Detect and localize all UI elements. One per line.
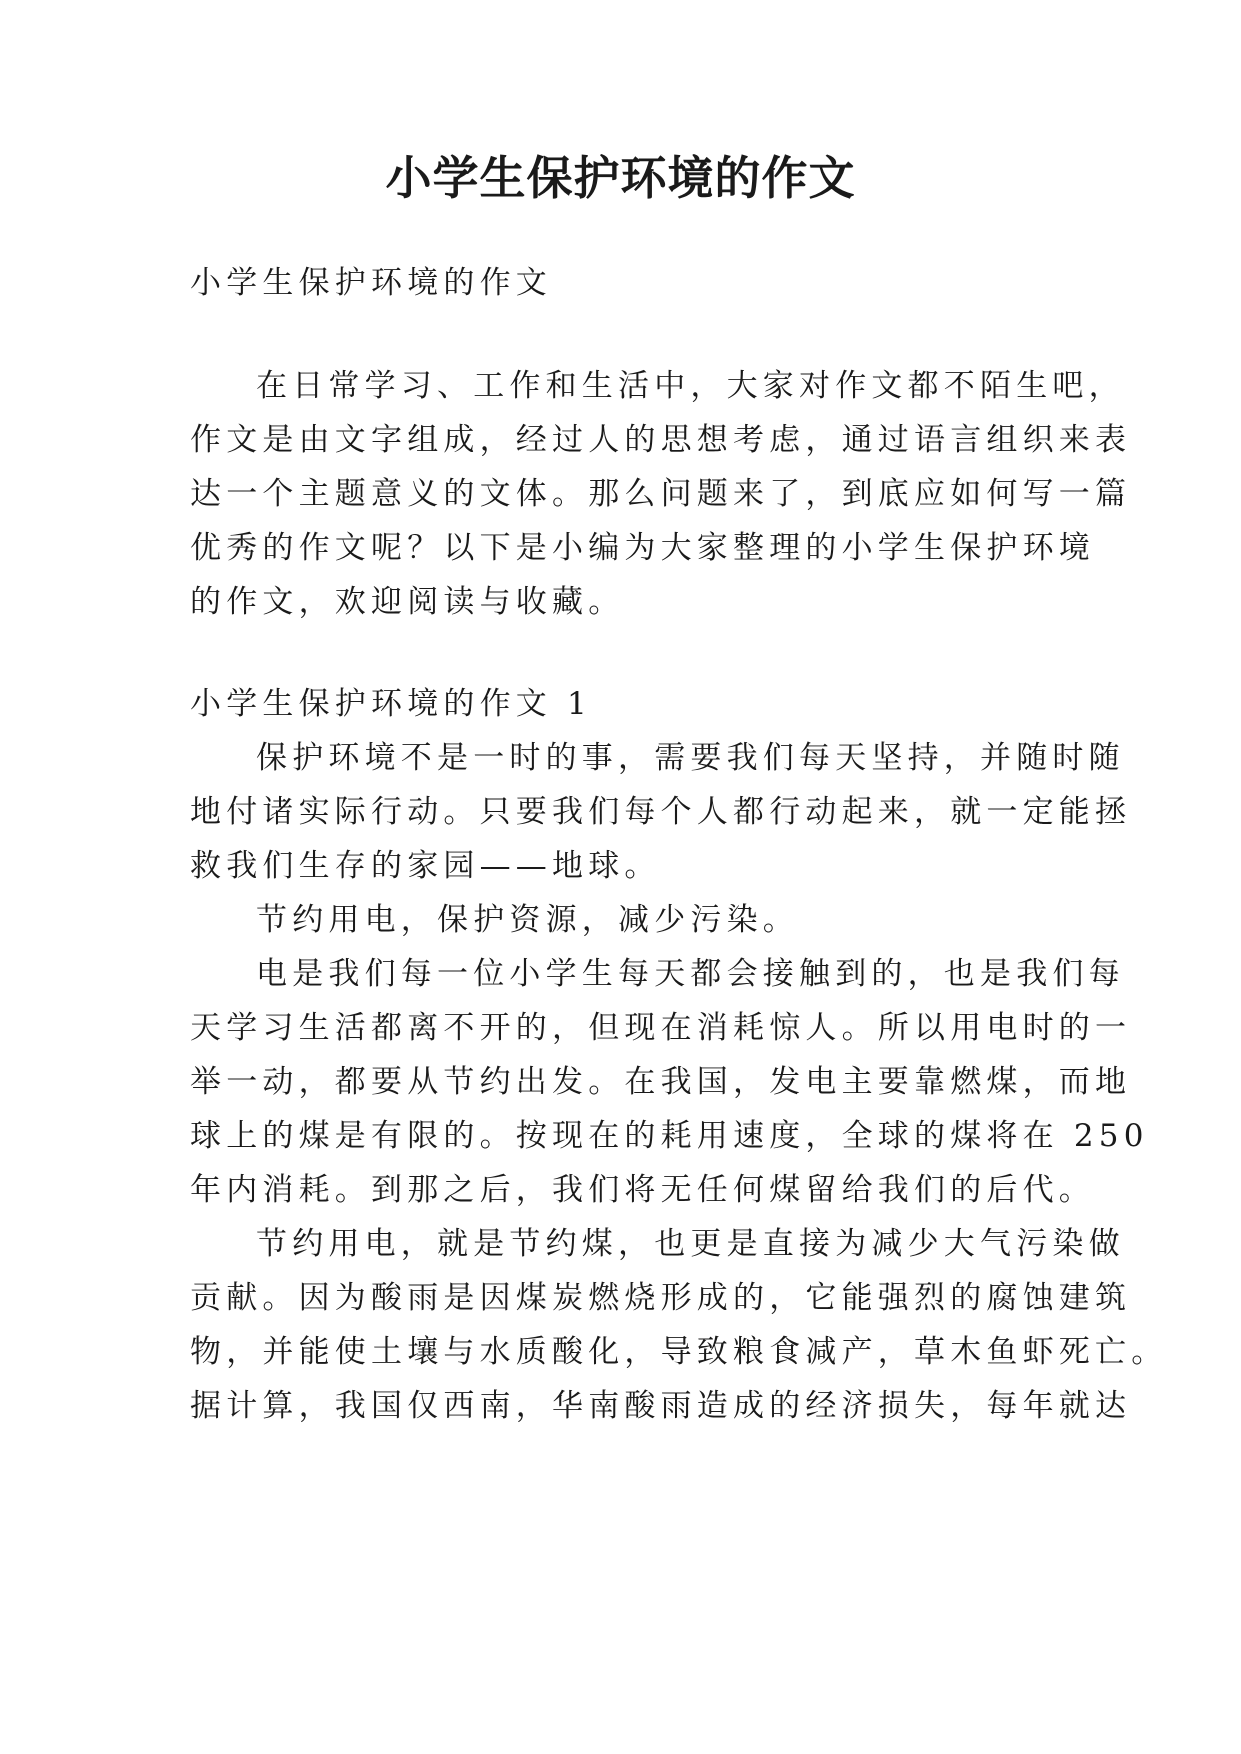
paragraph-line: 天学习生活都离不开的，但现在消耗惊人。所以用电时的一 <box>190 1010 1132 1046</box>
paragraph-line: 据计算，我国仅西南，华南酸雨造成的经济损失，每年就达 <box>190 1388 1132 1424</box>
paragraph-line: 举一动，都要从节约出发。在我国，发电主要靠燃煤，而地 <box>190 1064 1132 1100</box>
paragraph-line: 物，并能使土壤与水质酸化，导致粮食减产，草木鱼虾死亡。 <box>190 1334 1168 1370</box>
document-subtitle: 小学生保护环境的作文 <box>190 265 552 301</box>
paragraph-line: 保护环境不是一时的事，需要我们每天坚持，并随时随 <box>256 740 1125 776</box>
section-heading: 小学生保护环境的作文 1 <box>190 686 592 722</box>
paragraph-line: 球上的煤是有限的。按现在的耗用速度，全球的煤将在 250 <box>190 1118 1149 1154</box>
paragraph-line: 节约用电，就是节约煤，也更是直接为减少大气污染做 <box>256 1226 1125 1262</box>
paragraph-line: 地付诸实际行动。只要我们每个人都行动起来，就一定能拯 <box>190 794 1132 830</box>
intro-line: 的作文，欢迎阅读与收藏。 <box>190 584 625 620</box>
paragraph-line: 年内消耗。到那之后，我们将无任何煤留给我们的后代。 <box>190 1172 1095 1208</box>
intro-line: 达一个主题意义的文体。那么问题来了，到底应如何写一篇 <box>190 476 1132 512</box>
document-title: 小学生保护环境的作文 <box>385 151 856 205</box>
paragraph-line: 节约用电，保护资源，减少污染。 <box>256 902 799 938</box>
paragraph-line: 救我们生存的家园——地球。 <box>190 848 661 884</box>
intro-line: 作文是由文字组成，经过人的思想考虑，通过语言组织来表 <box>190 422 1132 458</box>
paragraph-line: 贡献。因为酸雨是因煤炭燃烧形成的，它能强烈的腐蚀建筑 <box>190 1280 1132 1316</box>
intro-line: 优秀的作文呢？以下是小编为大家整理的小学生保护环境 <box>190 530 1095 566</box>
intro-line: 在日常学习、工作和生活中，大家对作文都不陌生吧， <box>256 368 1125 404</box>
paragraph-line: 电是我们每一位小学生每天都会接触到的，也是我们每 <box>256 956 1125 992</box>
